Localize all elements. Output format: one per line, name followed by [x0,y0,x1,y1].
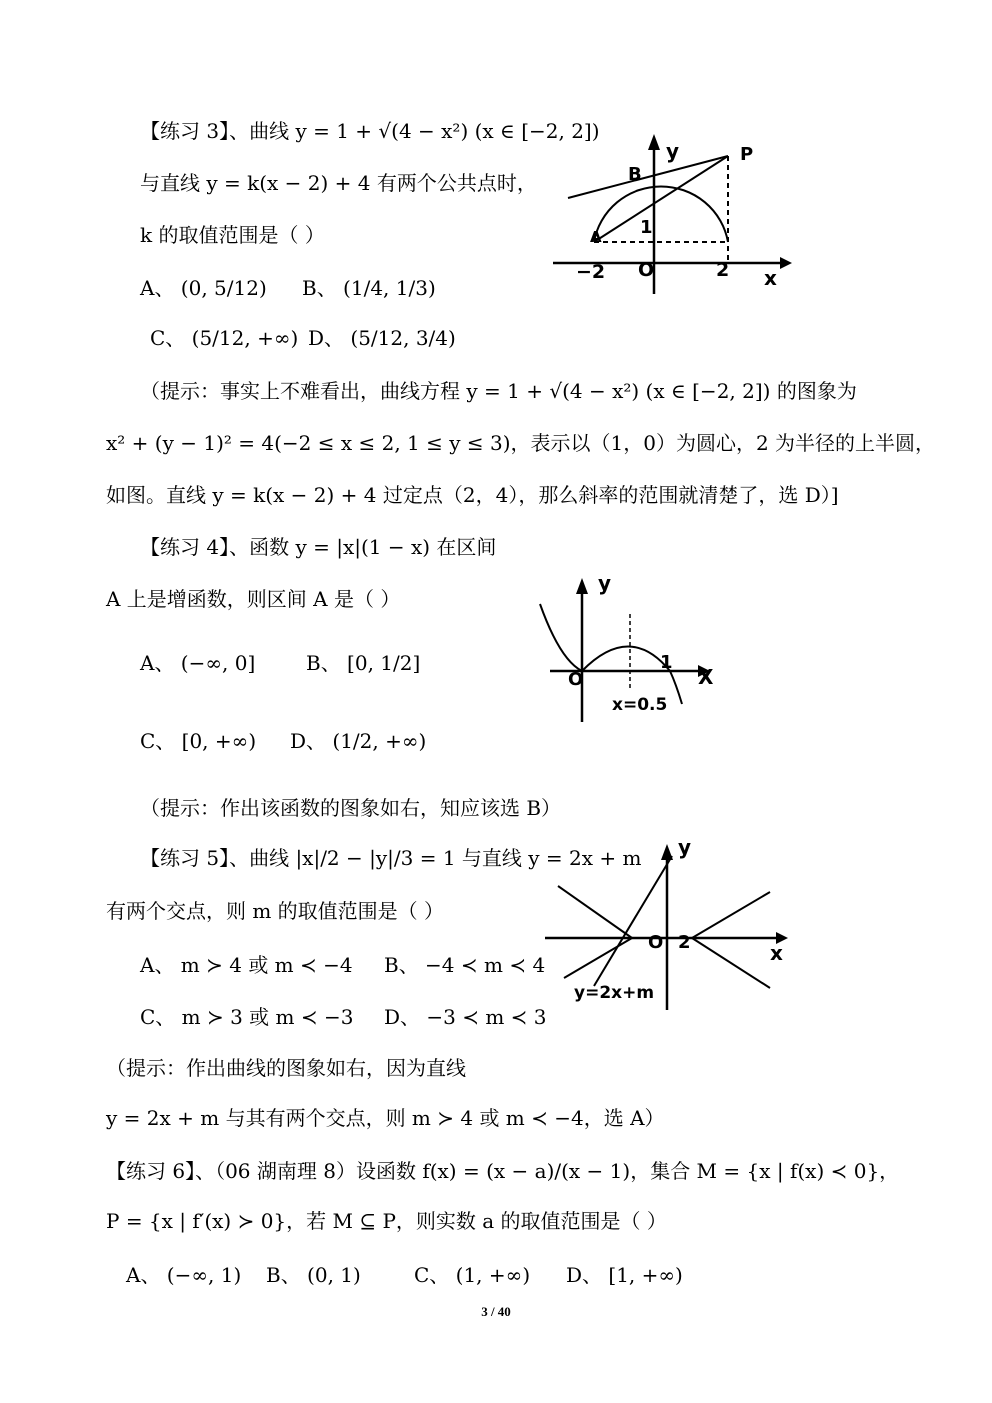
ex3-x-arrow [780,257,792,269]
ex5-hint-line2: y = 2x + m 与其有两个交点，则 m ≻ 4 或 m ≺ −4，选 A） [106,1106,665,1130]
ex3-label-b: B [628,164,642,185]
ex3-line3: k 的取值范围是（ ） [140,223,325,247]
ex4-function-figure [530,572,730,727]
ex3-label-1: 1 [640,217,653,238]
ex3-label-x: x [764,266,777,290]
ex3-label-a: A [590,228,602,246]
ex5-label-line: y=2x+m [574,983,655,1003]
ex5-left-branch-upper [558,886,632,938]
ex5-label-o: O [648,932,664,953]
ex4-curve-left [540,604,582,671]
ex4-option-b: B、 [0, 1/2] [306,651,421,675]
ex4-option-a: A、 (−∞, 0] [140,651,256,675]
ex5-hyperbola-figure [540,838,795,1013]
ex4-label-1: 1 [660,652,673,673]
ex5-title: 【练习 5】、曲线 |x|/2 − |y|/3 = 1 与直线 y = 2x + m [140,846,642,870]
ex5-hint-line1: （提示：作出曲线的图象如右，因为直线 [106,1056,466,1080]
ex4-option-d: D、 (1/2, +∞) [290,729,427,753]
ex3-y-arrow [648,134,660,150]
page-number: 3 / 40 [481,1304,511,1319]
ex3-title: 【练习 3】、曲线 y = 1 + √(4 − x²) (x ∈ [−2, 2]) [140,119,600,143]
ex5-label-2: 2 [678,932,691,953]
ex4-label-o: O [568,669,584,690]
ex3-label-p: P [740,144,754,165]
ex5-right-branch-lower [692,938,770,988]
ex5-label-y: y [678,838,692,859]
ex5-line2: 有两个交点，则 m 的取值范围是（ ） [106,899,445,923]
ex6-line2: P = {x | f′(x) ≻ 0}，若 M ⊆ P，则实数 a 的取值范围是（ ） [106,1209,667,1233]
ex4-y-arrow [576,578,588,594]
ex5-left-branch-lower [564,938,632,978]
ex3-option-a: A、 (0, 5/12) [140,276,267,300]
ex6-option-c: C、 (1, +∞) [414,1263,531,1287]
ex5-option-d: D、 −3 ≺ m ≺ 3 [384,1005,547,1029]
ex3-label-y: y [666,139,680,163]
ex6-option-d: D、 [1, +∞) [566,1263,683,1287]
ex5-label-x: x [770,941,783,965]
ex5-right-branch-upper [692,892,770,938]
ex3-semicircle [594,186,728,242]
ex3-hint-line3: 如图。直线 y = k(x − 2) + 4 过定点（2，4），那么斜率的范围就清楚了，选 D）] [106,483,839,507]
ex6-option-a: A、 (−∞, 1) [126,1263,242,1287]
ex5-option-c: C、 m ≻ 3 或 m ≺ −3 [140,1005,354,1029]
ex3-label-neg2: −2 [576,261,606,283]
ex5-option-a: A、 m ≻ 4 或 m ≺ −4 [140,953,353,977]
ex3-option-d: D、 (5/12, 3/4) [308,326,456,350]
ex4-label-mark: x=0.5 [612,695,668,715]
ex4-option-c: C、 [0, +∞) [140,729,257,753]
ex3-option-c: C、 (5/12, +∞) [150,326,299,350]
ex3-hint-line2: x² + (y − 1)² = 4(−2 ≤ x ≤ 2, 1 ≤ y ≤ 3)，表示以（1，0）为圆心，2 为半径的上半圆， [106,431,936,455]
ex4-hint: （提示：作出该函数的图象如右，知应该选 B） [140,796,562,820]
ex3-semicircle-figure [548,130,798,300]
ex3-label-o: O [638,259,655,281]
ex4-label-y: y [598,572,612,595]
ex4-line2: A 上是增函数，则区间 A 是（ ） [106,587,401,611]
ex6-line1: 【练习 6】、（06 湖南理 8）设函数 f(x) = (x − a)/(x − 1)，集合 M = {x | f(x) ≺ 0}， [106,1159,900,1183]
ex3-label-2: 2 [716,259,730,281]
ex5-option-b: B、 −4 ≺ m ≺ 4 [384,953,546,977]
ex4-label-x: X [698,665,714,689]
ex3-hint-line1: （提示：事实上不难看出，曲线方程 y = 1 + √(4 − x²) (x ∈ [−2, 2]) 的图象为 [140,379,857,403]
ex4-title: 【练习 4】、函数 y = |x|(1 − x) 在区间 [140,535,497,559]
ex3-line2: 与直线 y = k(x − 2) + 4 有两个公共点时， [140,171,537,195]
ex6-option-b: B、 (0, 1) [266,1263,361,1287]
ex3-line-ap [594,156,728,242]
ex5-line-2x-plus-m [594,856,672,986]
ex3-tangent-line [568,156,728,198]
ex3-option-b: B、 (1/4, 1/3) [302,276,436,300]
